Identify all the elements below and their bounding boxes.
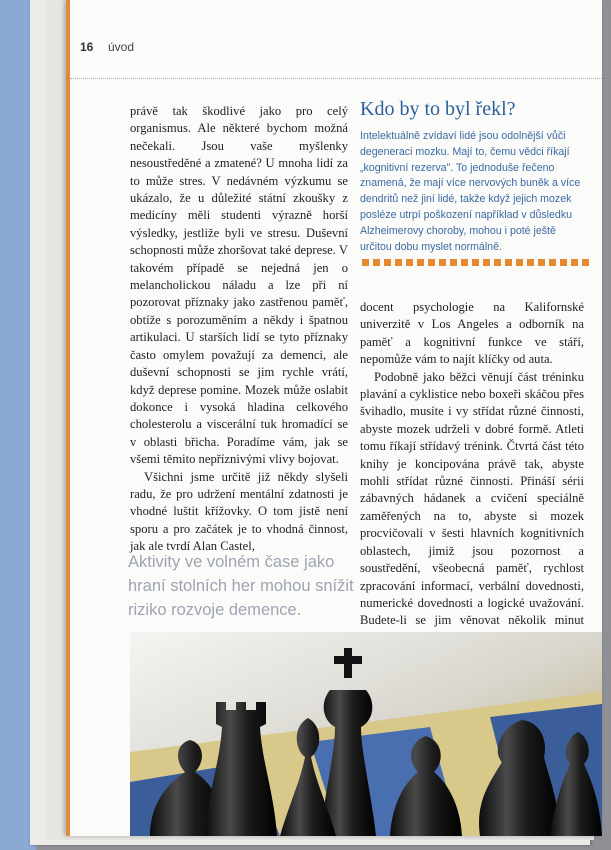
page-spine-accent <box>66 0 70 836</box>
left-text-column <box>130 103 348 556</box>
page-number: 16 <box>80 40 94 54</box>
chess-pieces-photo <box>130 632 602 836</box>
sidebar-text: Intelektuálně zvídaví lidé jsou odolnější vůči degeneraci mozku. Mají to, čemu vědci říkají „kognitivní rezerva". To jednoduše řečeno znamená, že mají více nervových buněk a více dendritů než jiní lidé, takže když jejich mozek posléze utrpí poškození například v důsledku Alzheimerovy choroby, mohou i poté ještě určitou dobu myslet normálně. <box>360 130 581 253</box>
paragraph: právě tak škodlivé jako pro celý organismus. Ale některé bychom možná nečekali. Jsou vaše myšlenky nesoustředěné a zmatené? U mnoha lidí za to může stres. V nedávném výzkumu se ukázalo, že u důležité státní zkoušky z medicíny měli studenti výrazně horší výsledky, jestliže byli ve stresu. Duševní schopnosti může zhoršovat také deprese. V takovém případě se nejedná jen o melancholickou náladu a lze při ní pozorovat příznaky jako zastřenou paměť, obtíže s porozuměním a někdy i špatnou artikulaci. U starších lidí se tyto příznaky často omylem považují za demenci, ale duševní schopnosti se jim rychle vrátí, když deprese pomine. Mozek může oslabit dokonce i vysoká hladina celkového cholesterolu a viscerální tuk hromadící se v oblasti břicha. Poradíme vám, jak se všemi těmito nepříznivými vlivy bojovat. <box>130 104 348 467</box>
right-text-column <box>360 299 584 647</box>
paragraph: Všichni jsme určitě již někdy slyšeli radu, že pro udržení mentální zdatnosti je vhodné luštit křížovky. O tom jistě není sporu a pro začátek je to vhodná činnost, jak ale tvrdí Alan Castel, <box>130 469 348 554</box>
sidebar-title: Kdo by to byl řekl? <box>360 98 516 120</box>
sidebar-box <box>360 98 584 255</box>
paragraph: docent psychologie na Kalifornské univerzitě v Los Angeles a odborník na paměť a kognitivní funkce ve stáří, nepomůže vám to najít klíčky od auta. <box>360 300 584 367</box>
dotted-separator <box>362 259 589 266</box>
paragraph: Podobně jako běžci věnují část tréninku plavání a cyklistice nebo boxeři skáčou přes švihadlo, musíte i vy střídat různé činnosti, abyste mozek udrželi v dobré formě. Atleti tomu říkají střídavý trénink. Čtvrtá část této knihy je koncipována právě tak, abyste mohli střídat různé činnosti. Přináší sérii zábavných hádanek a cvičení speciálně zaměřených na to, abyste si mozek procvičovali v šesti hlavních kognitivních oblastech, jimiž jsou pozornost a soustředění, všeobecná paměť, rychlost zpracování informací, verbální dovednosti, numerické dovednosti a logické uvažování. Budete-li se jim věnovat několik minut <box>360 369 584 628</box>
book-page <box>66 0 602 836</box>
section-label: úvod <box>108 40 135 54</box>
header-divider <box>70 78 602 79</box>
pull-quote: Aktivity ve volném čase jako hraní stolních her mohou snížit riziko rozvoje demence. <box>128 553 354 619</box>
